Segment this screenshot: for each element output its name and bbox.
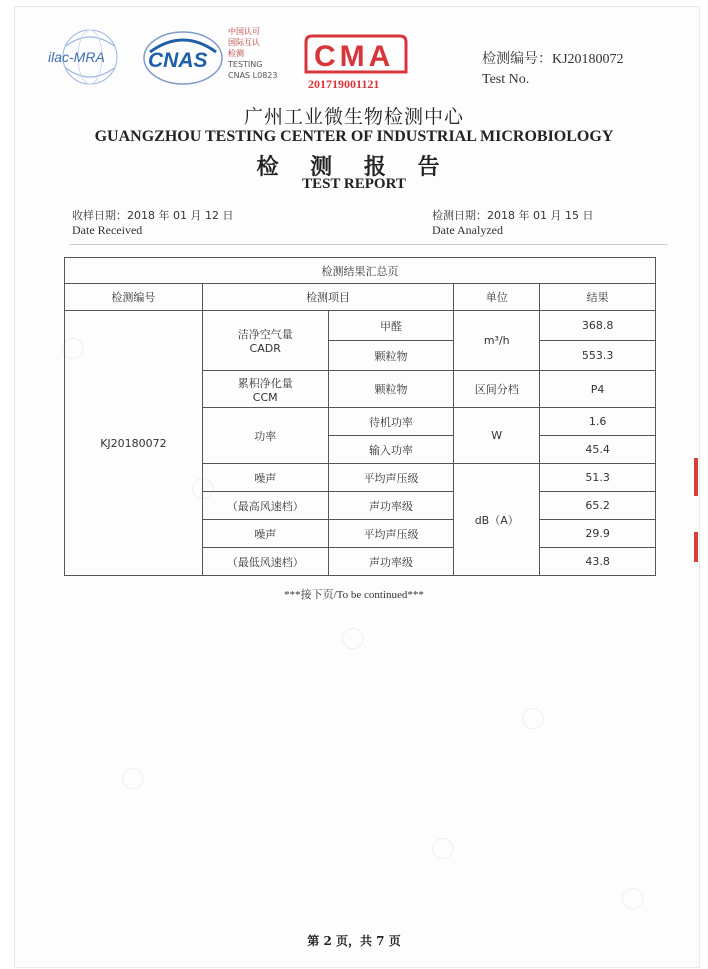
date-analyzed [432,208,593,238]
result-cell: 29.9 [540,520,656,548]
item-ccm-particles: 颗粒物 [328,371,454,408]
date-received-cn: 收样日期：2018 年 01 月 12 日 [72,209,234,222]
result-cell: 553.3 [540,341,656,371]
cnas-text-line: TESTING [228,60,263,69]
date-received-en: Date Received [72,223,143,237]
noise-high-label: 噪声 [202,464,328,492]
cnas-mark-text: CNAS [148,49,208,72]
item-swl-high: 声功率级 [328,492,454,520]
page-footer: 第 2 页，共 7 页 [307,934,401,948]
result-cell: 368.8 [540,311,656,341]
noise-high-mode: （最高风速档） [202,492,328,520]
cnas-text-line: 国际互认 [228,38,260,47]
power-label: 功率 [202,408,328,464]
cnas-text-line: 检测 [228,49,244,58]
noise-low-label: 噪声 [202,520,328,548]
result-cell: P4 [540,371,656,408]
sample-id-cell: KJ20180072 [65,311,203,576]
date-received [72,208,233,238]
test-number: 检测编号：KJ20180072 [482,52,624,67]
cma-number: 201719001121 [308,77,380,91]
header-test-item: 检测项目 [202,284,453,311]
item-formaldehyde: 甲醛 [328,311,454,341]
header-divider [70,244,668,245]
ccm-en: CCM [252,390,278,404]
cnas-text-line: CNAS L0823 [228,71,278,80]
report-title-cn: 检 测 报 告 [256,155,452,180]
cadr-label: 洁净空气量 [237,328,293,341]
ccm-label-cell [202,371,328,408]
cnas-text-line: 中国认可 [228,27,260,36]
result-cell: 1.6 [540,408,656,436]
item-input-power: 输入功率 [328,436,454,464]
date-analyzed-cn: 检测日期：2018 年 01 月 15 日 [432,209,594,222]
continued-note: ***接下页/To be continued*** [284,589,424,601]
header-sample-id: 检测编号 [65,284,203,311]
org-title-en: GUANGZHOU TESTING CENTER OF INDUSTRIAL MICROBIOLOGY [94,128,614,145]
result-cell: 65.2 [540,492,656,520]
seal-fragment [694,458,698,496]
header-result: 结果 [540,284,656,311]
cadr-label-cell [202,311,328,371]
noise-low-mode: （最低风速档） [202,548,328,576]
item-particles: 颗粒物 [328,341,454,371]
unit-ccm: 区间分档 [454,371,540,408]
item-spl-high: 平均声压级 [328,464,454,492]
ccm-label: 累积净化量 [237,376,293,390]
cma-mark-text: CMA [314,40,395,73]
results-table [64,257,656,576]
result-cell: 43.8 [540,548,656,576]
item-spl-low: 平均声压级 [328,520,454,548]
unit-power: W [454,408,540,464]
unit-cadr: m³/h [454,311,540,371]
seal-fragment [694,532,698,562]
cnas-logo [142,30,224,86]
unit-noise: dB（A） [454,464,540,576]
item-swl-low: 声功率级 [328,548,454,576]
header-unit: 单位 [454,284,540,311]
test-number-en: Test No. [482,72,530,87]
cnas-accreditation-text [228,26,277,81]
table-caption: 检测结果汇总页 [65,258,656,284]
result-cell: 51.3 [540,464,656,492]
ilac-mra-logo [44,28,136,86]
org-title-cn: 广州工业微生物检测中心 [243,106,464,128]
test-number-block [482,50,624,90]
ilac-mark-text: ilac-MRA [48,49,105,65]
item-standby-power: 待机功率 [328,408,454,436]
result-cell: 45.4 [540,436,656,464]
cadr-en: CADR [249,342,281,355]
report-title-en: TEST REPORT [302,176,406,192]
date-analyzed-en: Date Analyzed [432,223,503,237]
cma-logo [302,28,410,94]
